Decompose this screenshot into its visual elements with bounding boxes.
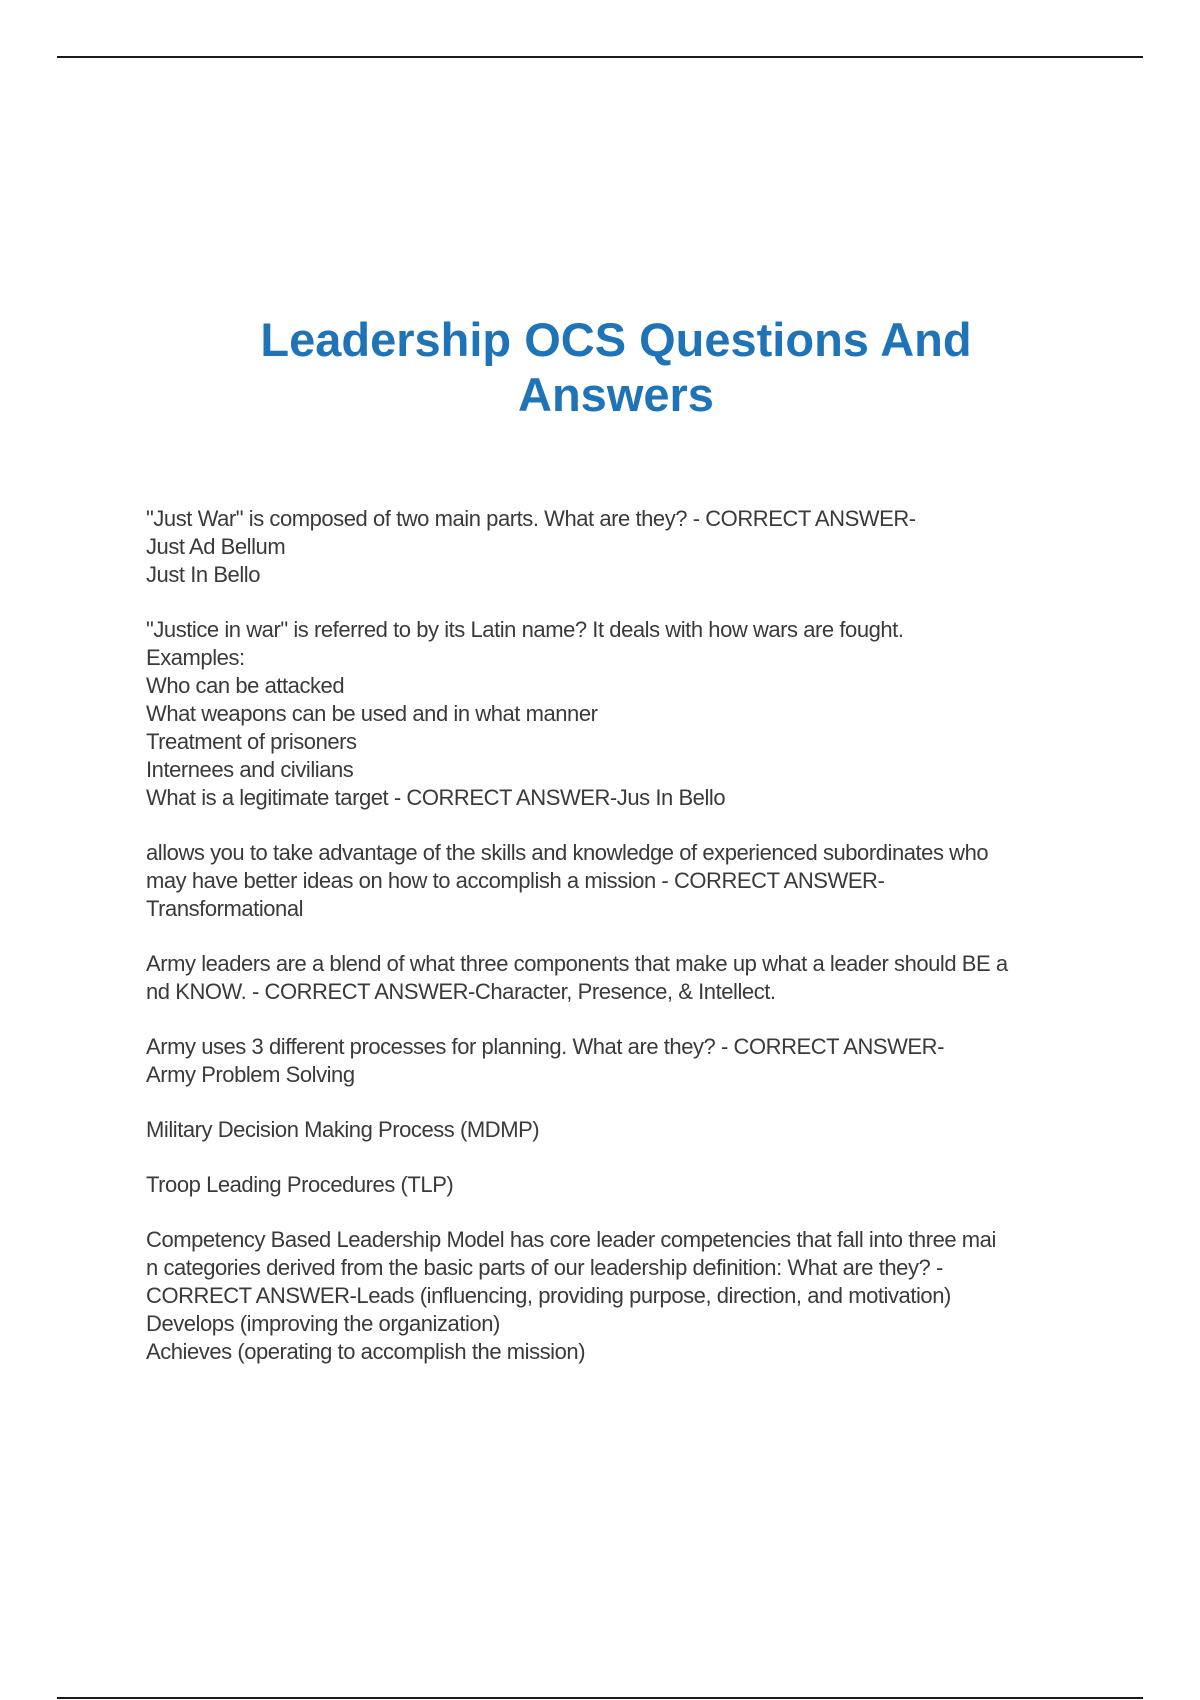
qa-line: allows you to take advantage of the skills and knowledge of experienced subordinates who	[146, 840, 989, 865]
qa-line: n categories derived from the basic parts of our leadership definition: What are they? -	[146, 1255, 943, 1280]
qa-line: Internees and civilians	[146, 757, 354, 782]
qa-line: "Justice in war" is referred to by its Latin name? It deals with how wars are fought.	[146, 617, 904, 642]
qa-line: CORRECT ANSWER-Leads (influencing, providing purpose, direction, and motivation)	[146, 1283, 951, 1308]
paragraph-gap	[146, 1089, 1086, 1116]
qa-item	[146, 1226, 1086, 1366]
qa-line: Treatment of prisoners	[146, 729, 357, 754]
qa-line: Who can be attacked	[146, 673, 345, 698]
paragraph-gap	[146, 589, 1086, 616]
qa-line: Examples:	[146, 645, 245, 670]
paragraph-gap	[146, 1199, 1086, 1226]
qa-item	[146, 1171, 1086, 1199]
qa-line: What is a legitimate target - CORRECT ANSWER-Jus In Bello	[146, 785, 726, 810]
qa-item	[146, 505, 1086, 589]
paragraph-gap	[146, 1144, 1086, 1171]
qa-line: Military Decision Making Process (MDMP)	[146, 1117, 540, 1142]
qa-item	[146, 1116, 1086, 1144]
header-rule	[57, 56, 1143, 58]
paragraph-gap	[146, 923, 1086, 950]
title-line-2: Answers	[518, 368, 714, 421]
qa-line: Transformational	[146, 896, 304, 921]
paragraph-gap	[146, 1006, 1086, 1033]
qa-line: Competency Based Leadership Model has core leader competencies that fall into three mai	[146, 1227, 996, 1252]
qa-line: Army uses 3 different processes for planning. What are they? - CORRECT ANSWER-	[146, 1034, 944, 1059]
qa-item	[146, 839, 1086, 923]
qa-item	[146, 950, 1086, 1006]
qa-line: What weapons can be used and in what manner	[146, 701, 598, 726]
paragraph-gap	[146, 812, 1086, 839]
qa-line: Just Ad Bellum	[146, 534, 286, 559]
qa-line: "Just War" is composed of two main parts. What are they? - CORRECT ANSWER-	[146, 506, 916, 531]
qa-line: Develops (improving the organization)	[146, 1311, 500, 1336]
title-line-1: Leadership OCS Questions And	[260, 313, 972, 366]
document-body	[146, 505, 1086, 1366]
qa-item	[146, 1033, 1086, 1089]
qa-line: nd KNOW. - CORRECT ANSWER-Character, Presence, & Intellect.	[146, 979, 776, 1004]
qa-item	[146, 616, 1086, 812]
footer-rule	[57, 1697, 1143, 1699]
document-title	[0, 312, 1200, 422]
qa-line: Achieves (operating to accomplish the mission)	[146, 1339, 586, 1364]
qa-line: Army leaders are a blend of what three components that make up what a leader should BE a	[146, 951, 1008, 976]
qa-line: Troop Leading Procedures (TLP)	[146, 1172, 454, 1197]
qa-line: Army Problem Solving	[146, 1062, 355, 1087]
qa-line: may have better ideas on how to accomplish a mission - CORRECT ANSWER-	[146, 868, 885, 893]
qa-line: Just In Bello	[146, 562, 260, 587]
